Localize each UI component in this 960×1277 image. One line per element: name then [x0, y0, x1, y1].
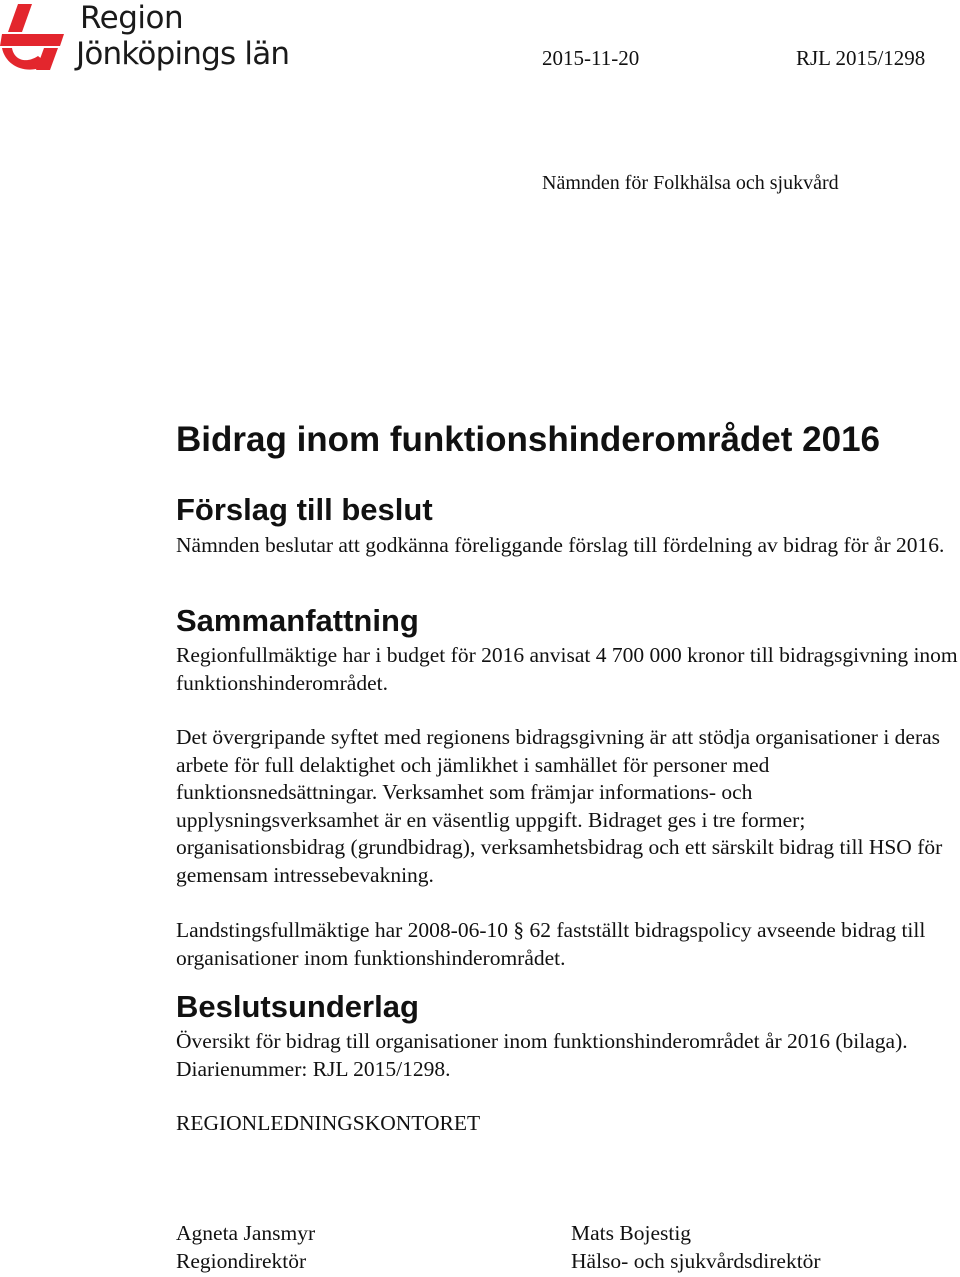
paragraph-underlag: Översikt för bidrag till organisationer inom funktionshinderområdet år 2016 (bilaga). Diarienummer: RJL 2015/1298.	[176, 1029, 908, 1081]
paragraph-budget: Regionfullmäktige har i budget för 2016 anvisat 4 700 000 kronor till bidragsgivning inom funktionshinderområdet.	[176, 643, 958, 695]
region-logo	[0, 0, 300, 80]
heading-sammanfattning: Sammanfattning	[176, 603, 419, 638]
document-reference: RJL 2015/1298	[796, 46, 926, 70]
signature-role: Regiondirektör	[176, 1248, 307, 1273]
logo-line-region: Region	[80, 0, 184, 36]
paragraph-bidragspolicy: Landstingsfullmäktige har 2008-06-10 § 62 fastställt bidragspolicy avseende bidrag till organisationer inom funktionshinderområdet.	[176, 918, 926, 970]
signature-left	[176, 1220, 315, 1275]
signature-name: Agneta Jansmyr	[176, 1221, 316, 1245]
paragraph-beslut: Nämnden beslutar att godkänna föreliggande förslag till fördelning av bidrag för år 2016.	[176, 533, 945, 557]
signature-role: Hälso- och sjukvårdsdirektör	[571, 1248, 821, 1273]
logo-line-county: Jönköpings län	[76, 36, 290, 72]
office-name: REGIONLEDNINGSKONTORET	[176, 1111, 481, 1135]
document-date: 2015-11-20	[542, 46, 640, 70]
signature-name: Mats Bojestig	[571, 1221, 692, 1245]
recipient: Nämnden för Folkhälsa och sjukvård	[542, 172, 839, 194]
document-title: Bidrag inom funktionshinderområdet 2016	[176, 420, 880, 459]
paragraph-syfte: Det övergripande syftet med regionens bidragsgivning är att stödja organisationer i deras arbete för full delaktighet och jämlikhet i samhället för personer med funktionsnedsättningar. Verksamhet som främjar informations- och upplysningsverksamhet är en väsentlig uppgift. Bidraget ges i tre former; organisationsbidrag (grundbidrag), verksamhetsbidrag och ett särskilt bidrag till HSO för gemensam intressebevakning.	[176, 725, 943, 887]
heading-beslutsunderlag: Beslutsunderlag	[176, 989, 419, 1024]
signature-right	[571, 1220, 821, 1275]
heading-forslag-till-beslut: Förslag till beslut	[176, 492, 433, 527]
region-jonkoping-mark-icon	[0, 2, 68, 74]
